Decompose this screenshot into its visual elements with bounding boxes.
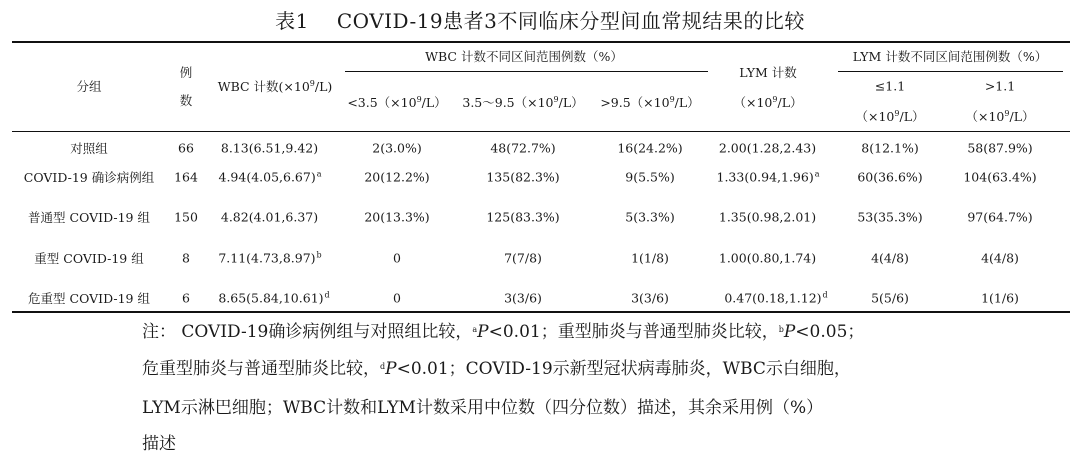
cell-wbc: $8.65(5.84,10.61)^d$ xyxy=(218,290,330,306)
header-lym-1: LYM 计数 xyxy=(739,65,797,80)
header-lym-range-low-a: ≤1.1 xyxy=(874,78,906,94)
note-line-3: LYM示淋巴细胞；WBC计数和LYM计数采用中位数（四分位数）描述，其余采用例（%） xyxy=(142,398,824,418)
header-wbc-ranges: WBC 计数不同区间范围例数（%） xyxy=(425,49,623,64)
cell-wbc-low: 0 xyxy=(393,250,401,266)
header-wbc: WBC 计数$(\times 10^9/L)$ xyxy=(217,79,333,94)
header-lym-range-low-b: $(\times 10^9/L)$ xyxy=(855,109,925,124)
cell-wbc-normal: 135(82.3%) xyxy=(486,169,560,185)
header-lym-ranges: LYM 计数不同区间范围例数（%） xyxy=(852,49,1048,64)
note-line-1: 注： COVID-19确诊病例组与对照组比较，$^a$P<0.01；重型肺炎与普通型肺炎比较，$^b$P<0.05； xyxy=(142,322,865,342)
header-count-2: 数 xyxy=(179,93,193,108)
table-header-rule xyxy=(12,131,1070,132)
table-bottom-rule xyxy=(12,311,1070,313)
cell-group: COVID-19 确诊病例组 xyxy=(23,170,155,185)
cell-wbc: 4.82(4.01,6.37) xyxy=(220,209,319,225)
cell-lym-low: 53(35.3%) xyxy=(857,209,923,225)
cell-wbc-normal: 7(7/8) xyxy=(504,250,542,266)
lym-ranges-underline xyxy=(838,71,1063,72)
cell-wbc-normal: 3(3/6) xyxy=(504,290,542,306)
cell-wbc-high: 5(3.3%) xyxy=(625,209,675,225)
header-lym-range-high-a: >1.1 xyxy=(984,78,1016,94)
cell-wbc-low: 0 xyxy=(393,290,401,306)
cell-lym-high: 1(1/6) xyxy=(981,290,1019,306)
cell-count: 164 xyxy=(174,169,198,185)
cell-lym-low: 8(12.1%) xyxy=(861,140,919,156)
header-lym-2: $(\times 10^9/L)$ xyxy=(733,95,803,110)
cell-lym: $1.33(0.94,1.96)^a$ xyxy=(716,169,820,185)
table-number: 表1 xyxy=(275,9,309,33)
cell-lym-low: 60(36.6%) xyxy=(857,169,923,185)
header-count-1: 例 xyxy=(179,65,193,80)
cell-lym: 1.00(0.80,1.74) xyxy=(718,250,817,266)
cell-count: 8 xyxy=(182,250,190,266)
table-top-rule xyxy=(12,41,1070,43)
header-group: 分组 xyxy=(76,79,102,94)
cell-wbc-high: 1(1/8) xyxy=(631,250,669,266)
cell-count: 6 xyxy=(182,290,190,306)
cell-lym: 1.35(0.98,2.01) xyxy=(718,209,817,225)
cell-group: 对照组 xyxy=(70,141,108,156)
cell-lym: 2.00(1.28,2.43) xyxy=(718,140,817,156)
table-caption: COVID-19患者3不同临床分型间血常规结果的比较 xyxy=(336,9,805,33)
cell-wbc-normal: 48(72.7%) xyxy=(490,140,556,156)
wbc-ranges-underline xyxy=(345,71,708,72)
note-line-4: 描述 xyxy=(142,434,176,454)
cell-count: 150 xyxy=(174,209,198,225)
cell-wbc: $7.11(4.73,8.97)^b$ xyxy=(218,250,322,266)
cell-count: 66 xyxy=(178,140,194,156)
cell-lym-low: 4(4/8) xyxy=(871,250,909,266)
cell-lym-high: 104(63.4%) xyxy=(963,169,1037,185)
header-wbc-range-normal: $3.5\sim 9.5(\times 10^9/L)$ xyxy=(462,95,584,110)
cell-wbc-high: 9(5.5%) xyxy=(625,169,675,185)
cell-group: 普通型 COVID-19 组 xyxy=(28,210,150,225)
cell-lym: $0.47(0.18,1.12)^d$ xyxy=(724,290,828,306)
cell-lym-high: 97(64.7%) xyxy=(967,209,1033,225)
cell-wbc: $4.94(4.05,6.67)^a$ xyxy=(218,169,322,185)
cell-group: 重型 COVID-19 组 xyxy=(34,251,144,266)
cell-lym-high: 4(4/8) xyxy=(981,250,1019,266)
cell-lym-low: 5(5/6) xyxy=(871,290,909,306)
note-line-2: 危重型肺炎与普通型肺炎比较，$^d$P<0.01；COVID-19示新型冠状病毒肺炎，WBC示白细胞， xyxy=(142,359,851,379)
cell-wbc-low: 20(12.2%) xyxy=(364,169,430,185)
cell-wbc: 8.13(6.51,9.42) xyxy=(220,140,319,156)
cell-wbc-high: 3(3/6) xyxy=(631,290,669,306)
header-wbc-range-high: $>9.5(\times 10^9/L)$ xyxy=(600,95,700,110)
cell-wbc-normal: 125(83.3%) xyxy=(486,209,560,225)
header-wbc-range-low: $<3.5(\times 10^9/L)$ xyxy=(347,95,447,110)
cell-wbc-high: 16(24.2%) xyxy=(617,140,683,156)
header-lym-range-high-b: $(\times 10^9/L)$ xyxy=(965,109,1035,124)
cell-group: 危重型 COVID-19 组 xyxy=(28,291,150,306)
table-title xyxy=(0,5,1080,34)
cell-lym-high: 58(87.9%) xyxy=(967,140,1033,156)
cell-wbc-low: 20(13.3%) xyxy=(364,209,430,225)
cell-wbc-low: 2(3.0%) xyxy=(372,140,422,156)
